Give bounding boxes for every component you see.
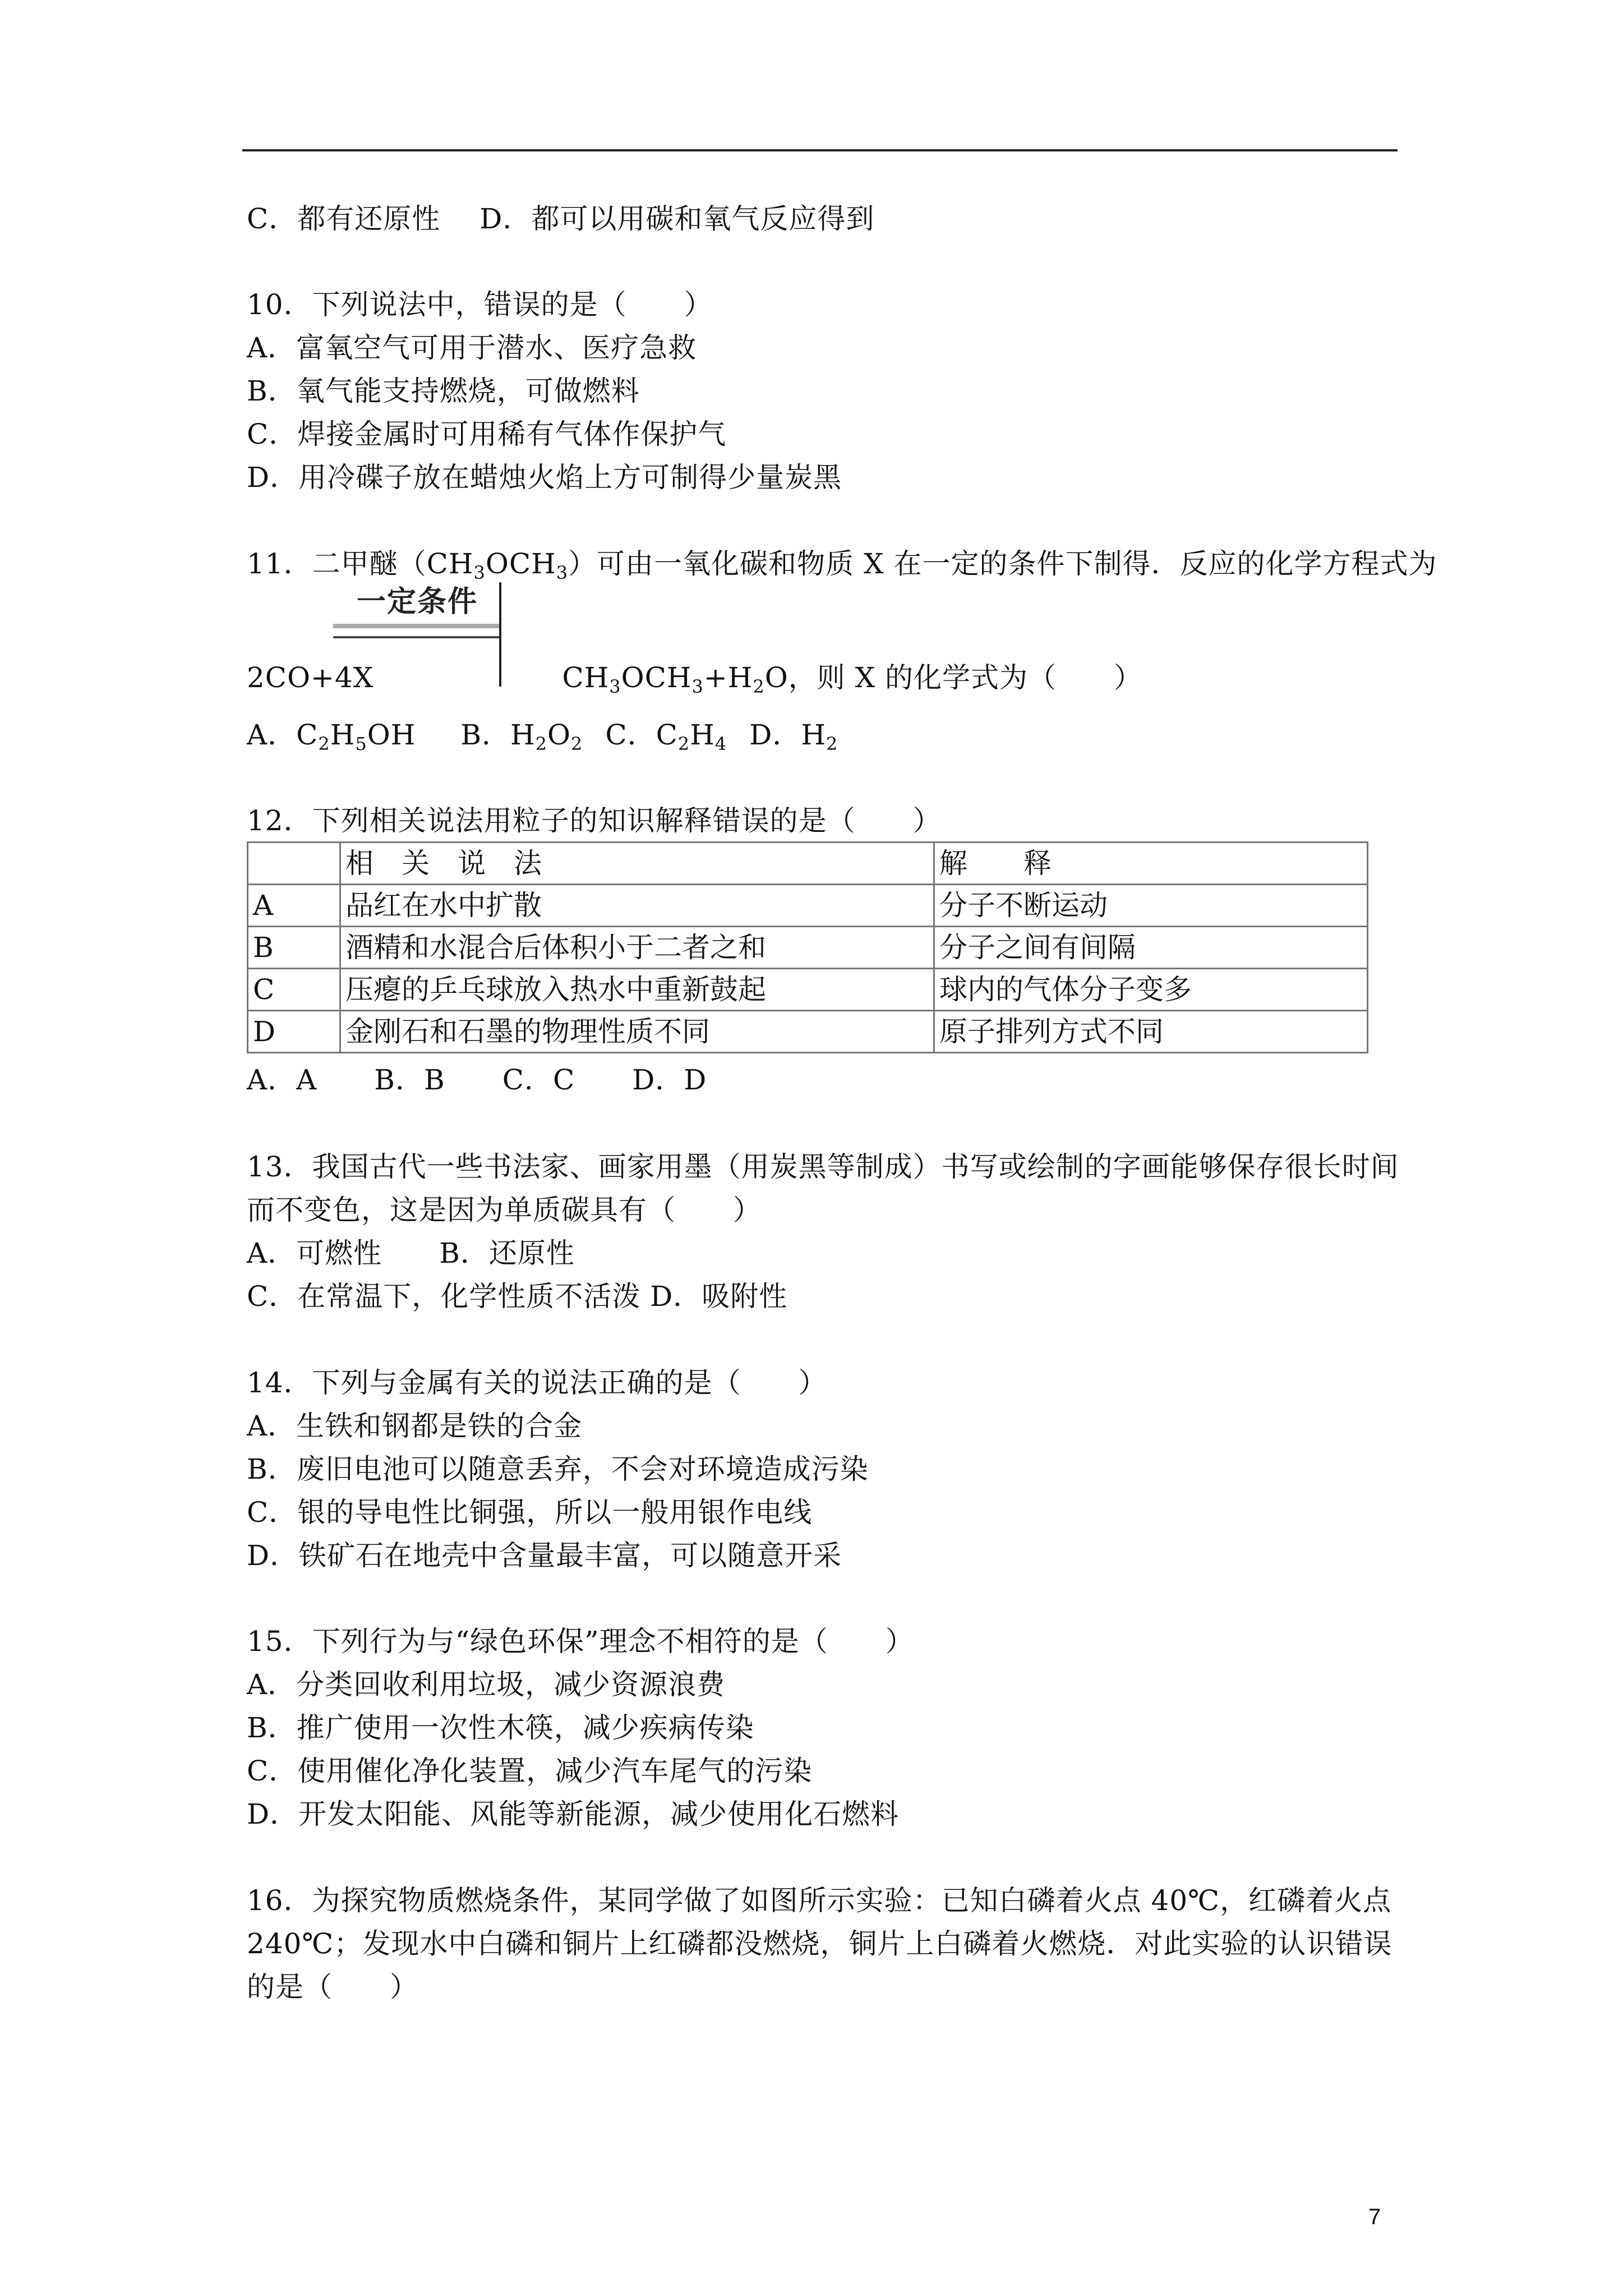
- condition-bar: [333, 624, 499, 628]
- q10-option-d: D．用冷碟子放在蜡烛火焰上方可制得少量炭黑: [247, 461, 842, 494]
- reaction-condition-arrow: [333, 582, 501, 641]
- q9-options-cd: [247, 202, 874, 236]
- table-cell: D: [248, 1011, 340, 1053]
- table-cell: 金刚石和石墨的物理性质不同: [340, 1011, 934, 1053]
- table-cell: 酒精和水混合后体积小于二者之和: [340, 927, 934, 969]
- page-number: 7: [1368, 2205, 1381, 2229]
- condition-underline: [333, 636, 501, 638]
- q15-option-b: B．推广使用一次性木筷，减少疾病传染: [247, 1711, 754, 1744]
- q15-option-d: D．开发太阳能、风能等新能源，减少使用化石燃料: [247, 1798, 900, 1830]
- table-cell: 球内的气体分子变多: [934, 969, 1368, 1011]
- q13-stem-line2: 而不变色，这是因为单质碳具有（ ）: [247, 1194, 762, 1226]
- table-cell: [248, 843, 340, 885]
- table-row: [248, 969, 1368, 1011]
- q9-option-d: D．都可以用碳和氧气反应得到: [479, 203, 875, 235]
- equation-left: 2CO+4X: [247, 661, 374, 694]
- q16-stem-line1: 16．为探究物质燃烧条件，某同学做了如图所示实验：已知白磷着火点 40℃，红磷着火点: [247, 1884, 1392, 1917]
- q11-option-a: A．$C_2H_5OH$: [247, 719, 416, 754]
- q13-stem-line1: 13．我国古代一些书法家、画家用墨（用炭黑等制成）书写或绘制的字画能够保存很长时间: [247, 1151, 1399, 1183]
- q11-option-d: D．$H_2$: [749, 719, 838, 754]
- q10-option-c: C．焊接金属时可用稀有气体作保护气: [247, 418, 727, 450]
- q14-stem: 14．下列与金属有关的说法正确的是（ ）: [247, 1366, 827, 1399]
- table-row: [248, 885, 1368, 927]
- q15-option-c: C．使用催化净化装置，减少汽车尾气的污染: [247, 1755, 813, 1787]
- table-row: [248, 927, 1368, 969]
- q14-option-d: D．铁矿石在地壳中含量最丰富，可以随意开采: [247, 1539, 842, 1572]
- q10-option-b: B．氧气能支持燃烧，可做燃料: [247, 375, 640, 407]
- q11-stem: 11．二甲醚$(CH_3OCH_3)$可由一氧化碳和物质 X 在一定的条件下制得．反应的化学方程式为: [247, 547, 1437, 583]
- q11-options: [247, 718, 838, 761]
- table-cell: C: [248, 969, 340, 1011]
- q11-option-b: B．$H_2O_2$: [460, 719, 583, 754]
- q14-option-b: B．废旧电池可以随意丢弃，不会对环境造成污染: [247, 1453, 869, 1485]
- q11-option-c: C．$C_2H_4$: [605, 719, 727, 754]
- reaction-condition-label: 一定条件: [356, 585, 478, 619]
- table-cell: 分子不断运动: [934, 885, 1368, 927]
- table-cell: 分子之间有间隔: [934, 927, 1368, 969]
- q11-equation: 2CO+4X $CH_3OCH_3+H_2O$，则 X 的化学式为（ ）: [247, 661, 1143, 697]
- table-cell: 品红在水中扩散: [340, 885, 934, 927]
- table-header-row: [248, 843, 1368, 885]
- table-header-cell: 解 释: [934, 843, 1368, 885]
- q13-options-cd: C．在常温下，化学性质不活泼 D．吸附性: [247, 1280, 788, 1313]
- q12-options: A．A B．B C．C D．D: [247, 1064, 707, 1096]
- header-rule: [242, 149, 1398, 151]
- q10-option-a: A．富氧空气可用于潜水、医疗急救: [247, 332, 697, 364]
- q16-stem-line2: 240℃；发现水中白磷和铜片上红磷都没燃烧，铜片上白磷着火燃烧．对此实验的认识错误: [247, 1927, 1393, 1960]
- table-cell: B: [248, 927, 340, 969]
- q13-options-ab: A．可燃性 B．还原性: [247, 1237, 575, 1269]
- table-cell: 压瘪的乒乓球放入热水中重新鼓起: [340, 969, 934, 1011]
- q12-stem: 12．下列相关说法用粒子的知识解释错误的是（ ）: [247, 804, 942, 837]
- q9-option-c: C．都有还原性: [247, 203, 441, 235]
- q14-option-a: A．生铁和钢都是铁的合金: [247, 1410, 583, 1442]
- q15-option-a: A．分类回收利用垃圾，减少资源浪费: [247, 1668, 726, 1701]
- table-header-cell: 相 关 说 法: [340, 843, 934, 885]
- table-cell: A: [248, 885, 340, 927]
- table-row: [248, 1011, 1368, 1053]
- q12-table: [247, 841, 1368, 1053]
- q15-stem: 15．下列行为与“绿色环保”理念不相符的是（ ）: [247, 1625, 914, 1658]
- q14-option-c: C．银的导电性比铜强，所以一般用银作电线: [247, 1496, 813, 1529]
- table-cell: 原子排列方式不同: [934, 1011, 1368, 1053]
- q10-stem: 10．下列说法中，错误的是（ ）: [247, 288, 713, 321]
- q16-stem-line3: 的是（ ）: [247, 1971, 418, 2003]
